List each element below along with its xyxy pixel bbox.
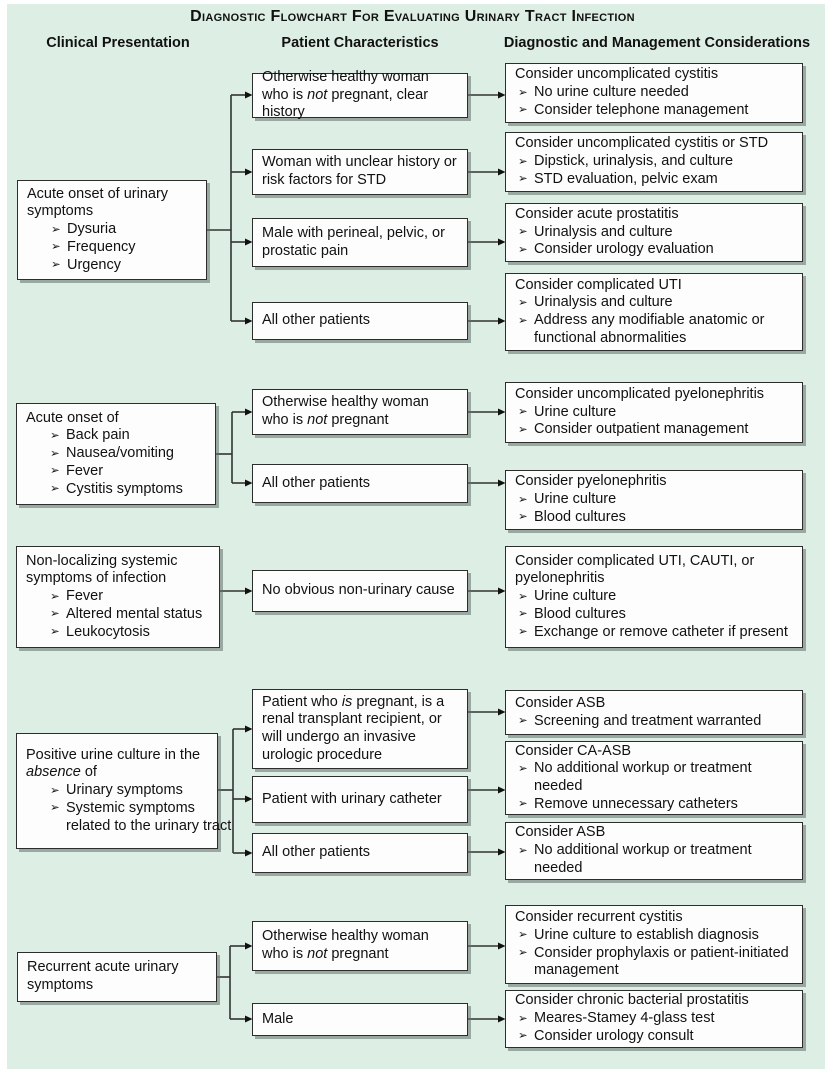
bullet-arrow-icon: ➢ — [51, 223, 61, 236]
box-s4-patient-2 — [252, 776, 468, 823]
box-text-line: Acute onset of urinary symptoms — [27, 185, 169, 220]
bullet-arrow-icon: ➢ — [518, 798, 528, 811]
bullet-arrow-icon: ➢ — [518, 1012, 528, 1025]
bullet-line: ➢ Back pain — [50, 427, 130, 444]
bullet-line: ➢ No urine culture needed — [518, 84, 689, 101]
bullet-arrow-icon: ➢ — [518, 493, 528, 506]
box-text-line: Male — [262, 1010, 294, 1027]
box-s1-patient-3 — [252, 218, 468, 267]
bullet-arrow-icon: ➢ — [518, 226, 528, 239]
bullet-line: ➢ Exchange or remove catheter if present — [518, 623, 788, 640]
box-s1-clinical — [17, 180, 207, 280]
bullet-line: ➢ Screening and treatment warranted — [518, 712, 762, 729]
box-s5-diagnostic-1 — [505, 905, 803, 984]
box-s4-diagnostic-1 — [505, 690, 803, 735]
box-text-line: Consider ASB — [515, 694, 606, 711]
box-text-line: Non-localizing systemic symptoms of infection — [26, 552, 178, 587]
bullet-arrow-icon: ➢ — [518, 104, 528, 117]
bullet-arrow-icon: ➢ — [518, 155, 528, 168]
box-text-line: Otherwise healthy woman who is not pregnant, clear history — [262, 68, 429, 121]
box-text-line: No obvious non-urinary cause — [262, 582, 455, 599]
bullet-arrow-icon: ➢ — [518, 511, 528, 524]
box-s1-patient-2 — [252, 149, 468, 195]
bullet-arrow-icon: ➢ — [50, 447, 60, 460]
box-s2-patient-1 — [252, 389, 468, 435]
bullet-line: ➢ No additional workup or treatment needed — [518, 760, 752, 794]
bullet-line: ➢ Fever — [50, 588, 104, 605]
box-text-line: Consider complicated UTI, CAUTI, or pyelonephritis — [515, 552, 755, 587]
bullet-line: ➢ No additional workup or treatment needed — [518, 842, 752, 876]
box-text-line: Acute onset of — [26, 409, 119, 426]
box-text-line: Otherwise healthy woman who is not pregnant — [262, 394, 429, 428]
bullet-arrow-icon: ➢ — [518, 947, 528, 959]
bullet-line: ➢ Altered mental status — [50, 605, 203, 622]
bullet-line: ➢ Address any modifiable anatomic or functional abnormalities — [518, 312, 765, 346]
column-header-patient-characteristics: Patient Characteristics — [281, 35, 439, 51]
bullet-line: ➢ Urine culture — [518, 403, 617, 420]
box-text-line: Recurrent acute urinary symptoms — [27, 959, 179, 993]
bullet-arrow-icon: ➢ — [518, 762, 528, 775]
bullet-arrow-icon: ➢ — [518, 590, 528, 603]
bullet-arrow-icon: ➢ — [50, 429, 60, 442]
bullet-line: ➢ Meares-Stamey 4-glass test — [518, 1010, 715, 1027]
bullet-line: ➢ Urine culture to establish diagnosis — [518, 926, 759, 943]
bullet-line: ➢ Consider outpatient management — [518, 421, 749, 438]
box-text-line: Consider chronic bacterial prostatitis — [515, 992, 749, 1009]
bullet-arrow-icon: ➢ — [518, 929, 528, 942]
column-header-clinical-presentation: Clinical Presentation — [46, 35, 190, 51]
bullet-line: ➢ Dysuria — [51, 221, 117, 238]
box-s4-clinical — [16, 733, 232, 849]
box-text-line: Otherwise healthy woman who is not pregnant — [262, 928, 429, 962]
bullet-arrow-icon: ➢ — [51, 259, 61, 272]
bullet-line: ➢ Fever — [50, 462, 104, 479]
box-s4-patient-1 — [252, 689, 468, 769]
bullet-line: ➢ Urgency — [51, 256, 121, 273]
box-text-line: Positive urine culture in the absence of — [26, 746, 201, 781]
bullet-arrow-icon: ➢ — [518, 296, 528, 309]
column-header-diagnostic-management: Diagnostic and Management Considerations — [503, 35, 811, 51]
bullet-line: ➢ Leukocytosis — [50, 623, 150, 640]
bullet-line: ➢ Frequency — [51, 238, 136, 255]
box-s1-diagnostic-4 — [505, 273, 803, 351]
box-text-line: All other patients — [262, 474, 371, 491]
box-s1-diagnostic-2 — [505, 132, 803, 192]
bullet-arrow-icon: ➢ — [50, 626, 60, 639]
box-text-line: Consider acute prostatitis — [515, 205, 679, 222]
box-s1-diagnostic-1 — [505, 63, 803, 123]
box-text-line: Consider recurrent cystitis — [515, 909, 683, 926]
box-text-line: All other patients — [262, 312, 371, 329]
box-text-line: Consider uncomplicated cystitis — [515, 66, 719, 83]
bullet-arrow-icon: ➢ — [518, 173, 528, 186]
box-text-line: Consider complicated UTI — [515, 276, 682, 293]
page-title: Diagnostic Flowchart For Evaluating Urinary Tract Infection — [190, 8, 635, 25]
bullet-arrow-icon: ➢ — [518, 844, 528, 857]
box-text-line: Consider CA-ASB — [515, 742, 632, 759]
bullet-line: ➢ Urine culture — [518, 491, 617, 508]
bullet-line: ➢ Consider prophylaxis or patient-initiated management — [518, 944, 789, 979]
box-s3-diagnostic-1 — [505, 546, 803, 648]
bullet-line: ➢ Blood cultures — [518, 508, 626, 525]
box-s4-diagnostic-3 — [505, 822, 803, 880]
box-s5-patient-2 — [252, 1003, 468, 1036]
bullet-line: ➢ Systemic symptoms related to the urinary tract — [50, 799, 232, 834]
bullet-arrow-icon: ➢ — [50, 802, 60, 815]
bullet-arrow-icon: ➢ — [518, 626, 528, 639]
bullet-arrow-icon: ➢ — [518, 715, 528, 727]
box-text-line: Patient with urinary catheter — [262, 790, 442, 807]
box-s5-diagnostic-2 — [505, 990, 803, 1048]
bullet-arrow-icon: ➢ — [518, 314, 528, 327]
box-text-line: Patient who is pregnant, is a renal transplant recipient, or will undergo an invasive urologic procedure — [262, 693, 445, 763]
bullet-line: ➢ Consider urology evaluation — [518, 241, 714, 258]
bullet-arrow-icon: ➢ — [50, 608, 60, 621]
box-s4-patient-3 — [252, 833, 468, 873]
box-s2-clinical — [16, 403, 216, 505]
box-s3-clinical — [16, 546, 220, 648]
bullet-line: ➢ Nausea/vomiting — [50, 445, 174, 462]
bullet-line: ➢ Urinary symptoms — [50, 782, 183, 799]
box-s2-diagnostic-2 — [505, 470, 803, 530]
bullet-arrow-icon: ➢ — [50, 483, 60, 496]
box-s2-patient-2 — [252, 464, 468, 503]
box-text-line: Consider pyelonephritis — [515, 473, 667, 490]
box-s1-diagnostic-3 — [505, 203, 803, 262]
bullet-arrow-icon: ➢ — [518, 1030, 528, 1043]
bullet-arrow-icon: ➢ — [518, 406, 528, 419]
box-text-line: Consider uncomplicated cystitis or STD — [515, 135, 769, 152]
bullet-line: ➢ STD evaluation, pelvic exam — [518, 170, 718, 187]
bullet-line: ➢ Cystitis symptoms — [50, 480, 183, 497]
bullet-arrow-icon: ➢ — [518, 608, 528, 621]
bullet-line: ➢ Dipstick, urinalysis, and culture — [518, 153, 734, 170]
box-text-line: Male with perineal, pelvic, or prostatic pain — [262, 224, 445, 259]
bullet-line: ➢ Remove unnecessary catheters — [518, 795, 738, 812]
bullet-arrow-icon: ➢ — [518, 243, 528, 256]
box-s3-patient-1 — [252, 570, 468, 612]
box-s5-patient-1 — [252, 921, 468, 971]
box-text-line: Woman with unclear history or risk factors for STD — [262, 154, 457, 188]
box-text-line: All other patients — [262, 844, 371, 861]
bullet-line: ➢ Urinalysis and culture — [518, 223, 673, 240]
bullet-line: ➢ Blood cultures — [518, 605, 626, 622]
bullet-line: ➢ Urinalysis and culture — [518, 294, 673, 311]
bullet-arrow-icon: ➢ — [50, 465, 60, 478]
bullet-arrow-icon: ➢ — [50, 784, 60, 797]
box-s1-patient-4 — [252, 302, 468, 340]
box-s1-patient-1 — [252, 68, 468, 121]
bullet-line: ➢ Urine culture — [518, 588, 617, 605]
box-text-line: Consider uncomplicated pyelonephritis — [515, 385, 765, 402]
bullet-arrow-icon: ➢ — [518, 86, 528, 99]
bullet-arrow-icon: ➢ — [50, 590, 60, 603]
box-text-line: Consider ASB — [515, 824, 606, 841]
box-s5-clinical — [17, 952, 217, 1002]
box-s4-diagnostic-2 — [505, 741, 803, 815]
bullet-line: ➢ Consider telephone management — [518, 101, 749, 118]
box-s2-diagnostic-1 — [505, 382, 803, 443]
bullet-arrow-icon: ➢ — [51, 241, 61, 254]
bullet-arrow-icon: ➢ — [518, 423, 528, 436]
bullet-line: ➢ Consider urology consult — [518, 1027, 694, 1044]
